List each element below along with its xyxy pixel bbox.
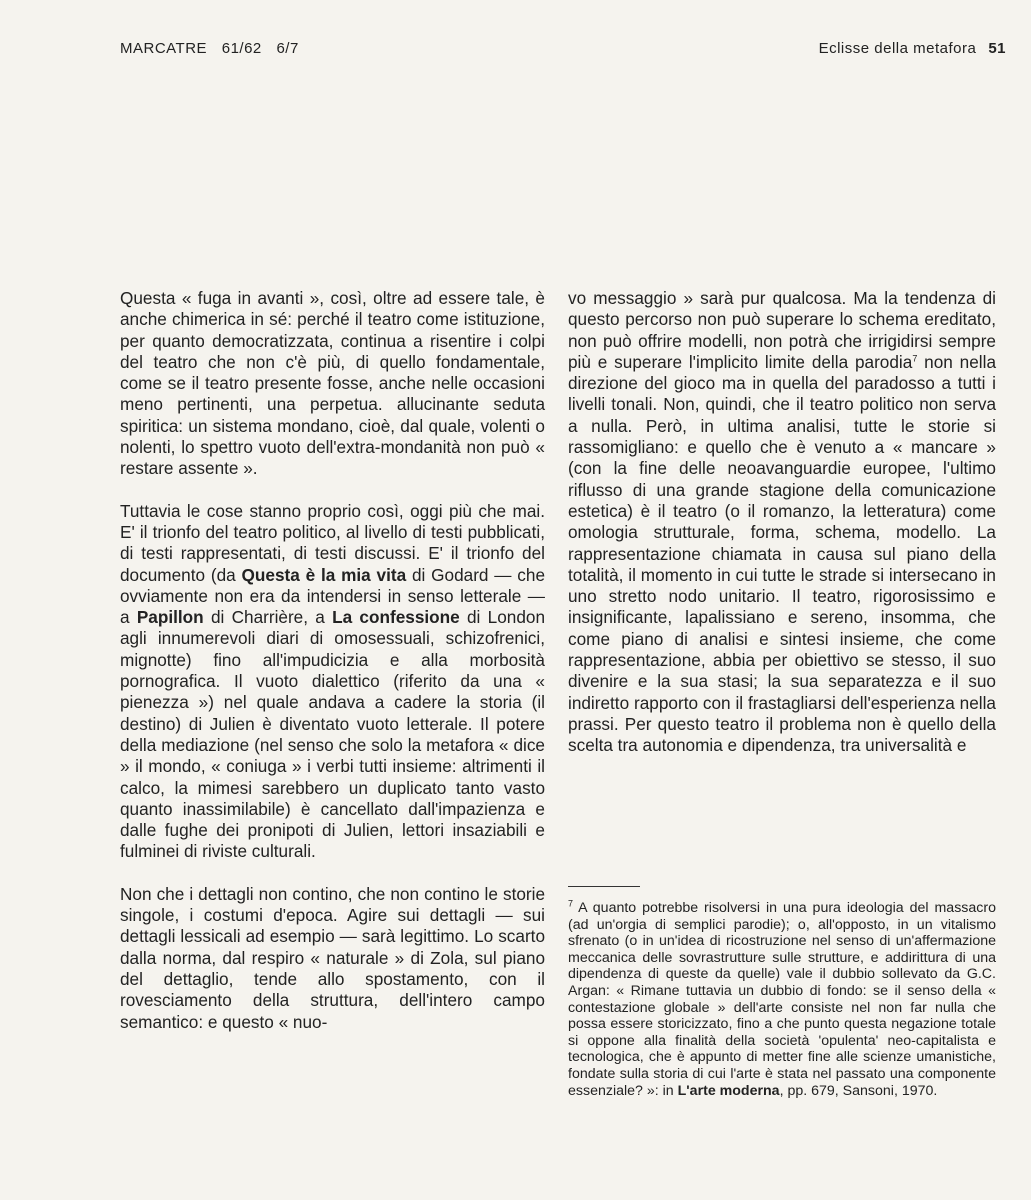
text-run: vo messaggio » sarà pur qualcosa. Ma la tendenza di questo percorso non può superare lo schema ereditato, non può offrire modelli, non potrà che irrigidirsi sempre più e superare l'implicito limite della parodia bbox=[568, 288, 996, 372]
header-left bbox=[120, 40, 309, 57]
text-run: di Charrière, a bbox=[203, 607, 333, 628]
volume-number: 6/7 bbox=[276, 40, 299, 57]
journal-title: MARCATRE bbox=[120, 40, 208, 57]
paragraph: Questa « fuga in avanti », così, oltre ad essere tale, è anche chimerica in sé: perché il teatro come istituzione, per quanto democratizzata, continua a risentire i colpi del teatro che non c'è più, di quello fondamentale, come se il teatro presente fosse, anche nelle occasioni meno pertinenti, una perpetua. allucinante seduta spiritica: un sistema mondano, cioè, dal quale, volenti o nolenti, lo spettro vuoto dell'extra-mondanità non può « restare assente ». bbox=[120, 288, 545, 479]
page-number: 51 bbox=[988, 40, 1006, 57]
left-column bbox=[120, 288, 545, 1033]
issue-number: 61/62 bbox=[221, 40, 262, 57]
footnote-text bbox=[568, 900, 996, 1099]
footnote-reference[interactable]: 7 bbox=[912, 353, 918, 364]
paragraph: Non che i dettagli non contino, che non contino le storie singole, i costumi d'epoca. Agire sui dettagli — sui dettagli lessicali ad esempio — sarà legittimo. Lo scarto dalla norma, dal respiro « naturale » di Zola, sul piano del dettaglio, tende allo spostamento, con il rovesciamento della struttura, dell'intero campo semantico: e questo « nuo- bbox=[120, 883, 545, 1032]
book-title: La confessione bbox=[332, 607, 460, 628]
text-run: Tuttavia le cose stanno proprio così, oggi più che mai. E' il trionfo del teatro politico, al livello di testi pubblicati, di testi rappresentati, di testi discussi. E' il trionfo del documento (da bbox=[120, 500, 545, 585]
running-header bbox=[0, 40, 1031, 70]
text-run: non nella direzione del gioco ma in quella del paradosso a tutti i livelli tonali. Non, quindi, che il teatro politico non serva a nulla. Però, in ultima analisi, tutte le storie si rassomigliano: e quello che è venuto a « mancare » (con la fine delle neoavanguardie europee, l'ultimo riflusso di una grande stagione della comunicazione estetica) è il teatro (o il romanzo, la letteratura) come omologia strutturale, forma, schema, modello. La rappresentazione chiamata in causa sul piano della totalità, il momento in cui tutte le strade si intersecano in uno stretto nodo unitario. Il teatro, rigorosissimo e insignificante, lapalissiano e sereno, insomma, che come piano di analisi e sintesi insieme, che come rappresentazione, abbia per obiettivo se stesso, il suo divenire e la sua stasi; la sua separatezza e il suo indiretto rapporto con il frastagliarsi dell'esperienza nella prassi. Per questo teatro il problema non è quello della scelta tra autonomia e dipendenza, tra universalità e bbox=[568, 351, 996, 756]
paragraph bbox=[120, 501, 545, 863]
section-title: Eclisse della metafora bbox=[818, 40, 977, 57]
header-right bbox=[819, 40, 1006, 57]
text-run: , pp. 679, Sansoni, 1970. bbox=[779, 1082, 938, 1099]
footnote-divider bbox=[568, 886, 640, 887]
film-title: Questa è la mia vita bbox=[241, 564, 407, 585]
text-run: di London agli innumerevoli diari di omosessuali, schizofrenici, mignotte) fino all'impudicizia e alla morbosità pornografica. Il vuoto dialettico (riferito da una « pienezza ») nel quale andava a cadere la storia (il destino) di Julien è diventato vuoto letterale. Il potere della mediazione (nel senso che solo la metafora « dice » il mondo, « coniuga » i verbi tutti insieme: altrimenti il calco, la mimesi sarebbero un duplicato tanto vasto quanto inassimilabile) è cancellato dall'impazienza e dalle fughe dei pronipoti di Julien, lettori insaziabili e fulminei di riviste culturali. bbox=[120, 607, 545, 862]
book-title: L'arte moderna bbox=[677, 1082, 780, 1099]
book-title: Papillon bbox=[136, 607, 204, 628]
paragraph bbox=[568, 288, 996, 757]
text-run: di Godard — che ovviamente non era da intendersi in senso letterale — a bbox=[120, 564, 545, 628]
right-column bbox=[568, 288, 996, 757]
footnote bbox=[568, 900, 996, 1099]
text-run: A quanto potrebbe risolversi in una pura ideologia del massacro (ad un'orgia di semplici parodie); o, all'opposto, in un vitalismo sfrenato (o in un'idea di ricostruzione nel senso di un'affermazione meccanica delle sovrastrutture sulle strutture, e addirittura di una dipendenza di queste da quelle) vale il dubbio sollevato da G.C. Argan: « Rimane tuttavia un dubbio di fondo: se il senso della « contestazione globale » dell'arte consiste nel non far nulla che possa essere storicizzato, fino a che punto questa negazione totale si oppone alla finalità della società 'opulenta' neo-capitalista e tecnologica, che è appunto di metter fine alle scienze umanistiche, fondate sulla storia di cui l'arte è stata nel passato una componente essenziale? »: in bbox=[568, 900, 996, 1099]
footnote-number: 7 bbox=[568, 898, 574, 909]
